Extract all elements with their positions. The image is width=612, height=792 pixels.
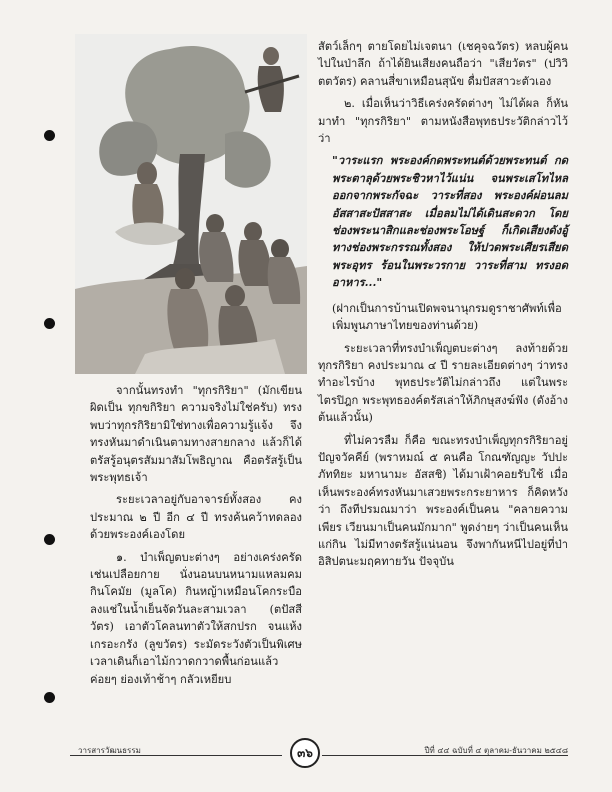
left-column <box>90 382 302 693</box>
paragraph: จากนั้นทรงทำ "ทุกรกิริยา" (มักเขียนผิดเป็น ทุกขกิริยา ความจริงไม่ใช่ครับ) ทรงพบว่าทุกรกิริยามิใช่ทางเพื่อความรู้แจ้ง จึงทรงหันมาดำเนินตามทางสายกลาง แล้วก็ได้ตรัสรู้อนุตรสัมมาสัมโพธิญาณ คือตรัสรู้เป็นพระพุทธเจ้า <box>90 384 302 485</box>
footer-issue: ปีที่ ๔๔ ฉบับที่ ๔ ตุลาคม-ธันวาคม ๒๕๔๘ <box>424 746 568 755</box>
paragraph: ที่ไม่ควรลืม ก็คือ ขณะทรงบำเพ็ญทุกรกิริยาอยู่ ปัญจวัคคีย์ (พราหมณ์ ๕ คนคือ โกณฑัญญะ วัปปะ ภัททิยะ มหานามะ อัสสชิ) ได้มาเฝ้าคอยรับใช้ เมื่อเห็นพระองค์ทรงหันมาเสวยพระกระยาหาร ก็คิดหวังว่า ถึงทีปรมณมาว่า พระองค์เป็นคน "คลายความเพียร เวียนมาเป็นคนมักมาก" พูดง่ายๆ ว่าเป็นคนเห็นแก่กิน ไม่มีทางตรัสรู้แน่นอน จึงพากันหนีไปอยู่ที่ป่าอิสิปตนะมฤคทายวัน ปัจจุบัน <box>318 433 568 569</box>
binder-hole-2 <box>44 318 55 329</box>
page-number: ๓๖ <box>290 738 320 768</box>
note-paragraph: (ฝากเป็นการบ้านเปิดพจนานุกรมดูราชาศัพท์เพื่อเพิ่มพูนภาษาไทยของท่านด้วย) <box>332 301 562 333</box>
footer-source: วารสารวัฒนธรรม <box>78 746 141 755</box>
paragraph: สัตว์เล็กๆ ตายโดยไม่เจตนา (เชคุจฉวัตร) หลบผู้คนไปในป่าลึก ถ้าได้ยินเสียงคนถือว่า "เสียวัตร" (ปวิวิตตวัตร) คลานสี่ขาเหมือนสุนัข ดื่มปัสสาวะตัวเอง <box>318 40 568 88</box>
block-quote: "วาระแรก พระองค์กดพระทนต์ด้วยพระทนต์ กดพระตาลุด้วยพระชิวหาไว้แน่น จนพระเสโทไหลออกจากพระกัจฉะ วาระที่สอง พระองค์ผ่อนลมอัสสาสะปัสสาสะ เมื่อลมไม่ได้เดินสะดวก โดยช่องพระนาสิกและช่องพระโอษฐ์ ก็เกิดเสียงดังอู้ทางช่องพระกรรณทั้งสอง ให้ปวดพระเศียรเสียดพระอุทร ร้อนในพระวรกาย วาระที่สาม ทรงอดอาหาร..." <box>332 153 568 290</box>
page-footer <box>70 744 568 766</box>
binder-hole-4 <box>44 692 55 703</box>
paragraph: ๒. เมื่อเห็นว่าวิธีเคร่งครัดต่างๆ ไม่ได้ผล ก็หันมาทำ "ทุกรกิริยา" ตามหนังสือพุทธประวัติกล่าวไว้ว่า <box>318 97 568 146</box>
paragraph: ระยะเวลาที่ทรงบำเพ็ญตบะต่างๆ ลงท้ายด้วยทุกรกิริยา คงประมาณ ๔ ปี รายละเอียดต่างๆ ว่าทรงทำอะไรบ้าง พุทธประวัติไม่กล่าวถึง แต่ในพระไตรปิฎก พระพุทธองค์ตรัสเล่าให้ภิกษุสงฆ์ฟัง (ดังอ้างต้นแล้วนั้น) <box>318 341 568 425</box>
paragraph: ระยะเวลาอยู่กับอาจารย์ทั้งสอง คงประมาณ ๒ ปี อีก ๔ ปี ทรงค้นคว้าทดลองด้วยพระองค์เองโดย <box>90 493 302 542</box>
right-column <box>318 38 568 576</box>
binder-hole-1 <box>44 130 55 141</box>
paragraph: ๑. บำเพ็ญตบะต่างๆ อย่างเคร่งครัด เช่นเปลือยกาย นั่งนอนบนหนามแหลมคม กินโคมัย (มูลโค) กินหญ้าเหมือนโคกระบือ ลงแช่ในน้ำเย็นจัดวันละสามเวลา (ตปัสสีวัตร) เอาตัวโคลนทาตัวให้สกปรก จนแห้งเกรอะกรัง (ลูขวัตร) ระมัดระวังตัวเป็นพิเศษ เวลาเดินก็เอาไม้กวาดกวาดพื้นก่อนแล้วค่อยๆ ย่องเท้าช้าๆ กลัวเหยียบ <box>90 550 302 686</box>
illustration-ascetic-painting <box>75 34 307 374</box>
binder-hole-3 <box>44 534 55 545</box>
